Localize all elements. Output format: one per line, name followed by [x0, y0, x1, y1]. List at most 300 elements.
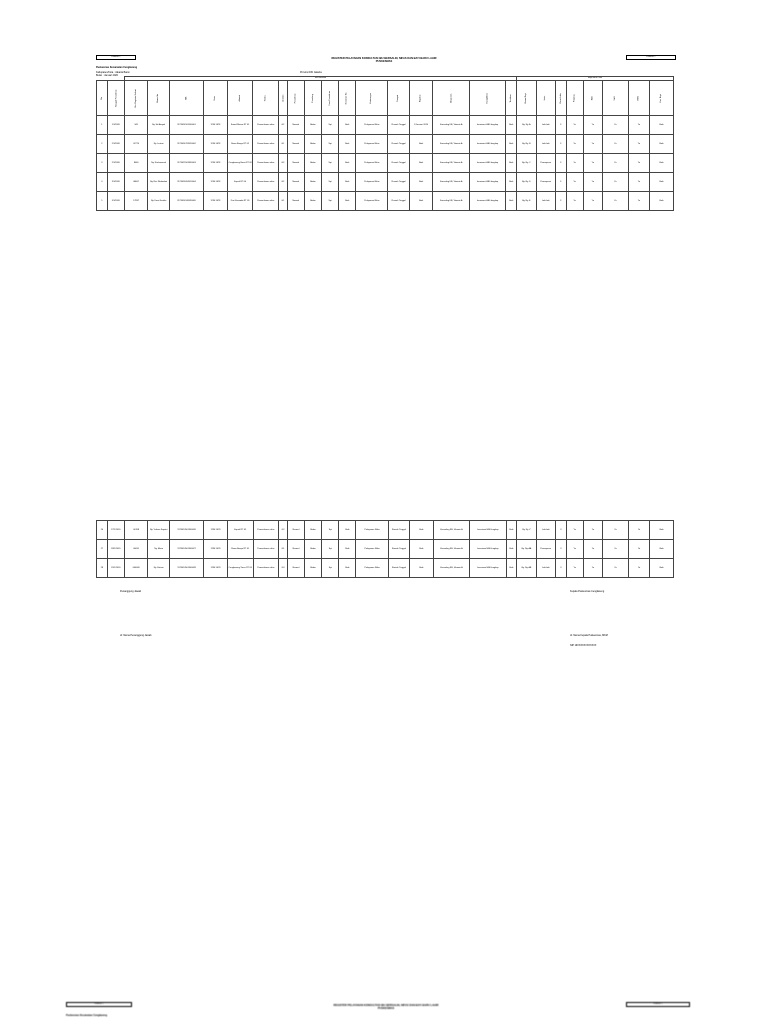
register-title-line1: REGISTER PELAYANAN KONSULTASI IBU BERSALIN, NIFAS DAN BAYI BARU LAHIR: [331, 57, 437, 60]
table-cell: By. Ny. C: [517, 154, 536, 173]
table-cell: 3: [97, 154, 108, 173]
table-cell: 00708: [124, 521, 148, 540]
table-cell: Imunisasi HB0 lengkap: [469, 116, 505, 135]
column-header: [650, 81, 674, 116]
table-row: [97, 116, 674, 135]
table-cell: Cengkareng Timur RT 03: [227, 559, 253, 578]
column-header: [602, 81, 628, 116]
table-row: [97, 135, 674, 154]
table-cell: G3: [279, 154, 288, 173]
column-header-label: Vit K: [614, 95, 617, 101]
table-cell: 3173014501900001: [169, 116, 203, 135]
table-cell: 2/1/2020: [107, 154, 124, 173]
table-cell: Ya: [566, 116, 583, 135]
table-cell: Normal: [287, 521, 304, 540]
form-tag-right: Formulir 1: [626, 55, 676, 60]
signature-right-nip: NIP 19XXXXXXXXXXXX: [570, 644, 597, 647]
table-cell: Ya: [583, 192, 602, 211]
table-cell: Duri Kosambi RT 05: [227, 192, 253, 211]
group-ibu-bersalin: Ibu Bersalin: [124, 77, 516, 81]
table-cell: G1: [279, 192, 288, 211]
table-cell: Normal: [287, 135, 304, 154]
register-title-line2: PUSKESMAS: [375, 60, 393, 64]
table-cell: Pemeriksaan nifas: [253, 116, 279, 135]
table-cell: G2: [279, 173, 288, 192]
table-cell: 3: [555, 173, 566, 192]
table-cell: Ya: [566, 540, 583, 559]
column-header-label: Usia: [214, 95, 217, 101]
table-cell: Bidan: [305, 521, 322, 540]
table-cell: Pelayanan Nifas: [356, 154, 388, 173]
table-cell: Konseling KB, Vitamin A: [433, 192, 469, 211]
table-cell: Pemeriksaan nifas: [253, 559, 279, 578]
register-title: [234, 57, 534, 63]
table-cell: Pelayanan Nifas: [356, 540, 388, 559]
table-cell: 00091: [124, 540, 148, 559]
column-header: [555, 81, 566, 116]
register-table: [96, 76, 674, 211]
table-cell: 3173014501900027: [169, 540, 203, 559]
column-header-label: Status: [264, 95, 267, 101]
table-cell: Ya: [583, 173, 602, 192]
column-header-label: Diagnosis: [449, 93, 452, 103]
table-cell: 3173014501900026: [169, 521, 203, 540]
table-cell: Baik: [339, 173, 356, 192]
table-cell: 02770: [124, 135, 148, 154]
table-cell: Bidan: [305, 559, 322, 578]
table-cell: Rumah Tinggal: [388, 521, 409, 540]
next-page-title-line1: REGISTER PELAYANAN KONSULTASI IBU BERSALIN, NIFAS DAN BAYI BARU LAHIR: [333, 1004, 439, 1007]
register-table-continuation: [96, 520, 674, 578]
month-label: Bulan : Januari 2020: [96, 74, 118, 77]
table-cell: Baik: [650, 135, 674, 154]
table-cell: Baik: [409, 173, 433, 192]
table-cell: 000009: [124, 559, 148, 578]
table-cell: Ny. Lestari: [148, 135, 169, 154]
table-cell: By. Ny. D: [517, 173, 536, 192]
column-header-label: Nama Bayi: [525, 92, 528, 104]
table-cell: 2: [97, 135, 108, 154]
table-cell: Laki-laki: [536, 135, 555, 154]
table-cell: Pelayanan Nifas: [356, 521, 388, 540]
column-header-label: IMD: [591, 96, 594, 100]
column-header-label: Keterangan: [370, 92, 373, 104]
table-cell: Baik: [506, 559, 517, 578]
table-cell: 1234 5678: [204, 559, 228, 578]
table-cell: Ya: [602, 192, 628, 211]
table-cell: Imunisasi HB0 lengkap: [469, 135, 505, 154]
table-cell: 3173014501900028: [169, 559, 203, 578]
table-cell: Ya: [583, 154, 602, 173]
column-header-label: Penolong: [311, 93, 314, 103]
table-cell: Pelayanan Nifas: [356, 173, 388, 192]
column-header: [97, 81, 108, 116]
table-cell: 1234 5678: [204, 116, 228, 135]
table-cell: 3173015501890003: [169, 154, 203, 173]
table-cell: Spt: [322, 559, 339, 578]
column-header: [322, 81, 339, 116]
table-cell: Pemeriksaan nifas: [253, 154, 279, 173]
table-cell: Ya: [566, 192, 583, 211]
table-cell: Laki-laki: [536, 192, 555, 211]
table-cell: 3: [555, 135, 566, 154]
column-header: [227, 81, 253, 116]
table-cell: Pemeriksaan nifas: [253, 135, 279, 154]
table-cell: Ya: [602, 135, 628, 154]
table-cell: 1234 5678: [204, 192, 228, 211]
table-cell: Bidan: [304, 135, 321, 154]
table-cell: Bidan: [305, 540, 322, 559]
table-cell: 26: [97, 521, 108, 540]
table-cell: Baik: [410, 521, 434, 540]
table-cell: Normal: [287, 154, 304, 173]
table-cell: Ya: [566, 135, 583, 154]
column-header: [583, 81, 602, 116]
table-row: [97, 154, 674, 173]
column-header-label: Jenis: [544, 95, 547, 101]
table-cell: 3: [555, 540, 566, 559]
table-cell: Ny. Siti Aisyah: [148, 116, 169, 135]
table-cell: Ny. Rini Wulandari: [148, 173, 169, 192]
table-cell: 1234 5678: [204, 154, 228, 173]
table-cell: Pelayanan Nifas: [356, 116, 388, 135]
table-cell: By. Ny. E: [517, 192, 536, 211]
table-cell: 3: [555, 116, 566, 135]
table-cell: Ya: [603, 559, 629, 578]
table-cell: 1234 5678: [204, 135, 228, 154]
table-cell: Konseling KB, Vitamin A: [433, 521, 469, 540]
table-cell: Baik: [339, 192, 356, 211]
table-cell: Rawa Buaya RT 01: [227, 540, 253, 559]
table-cell: Normal: [287, 116, 304, 135]
table-cell: Perempuan: [536, 173, 555, 192]
column-header: [628, 81, 649, 116]
table-cell: Ya: [566, 559, 583, 578]
table-cell: Ya: [566, 154, 583, 173]
table-cell: Pemeriksaan nifas: [253, 192, 279, 211]
column-header: [124, 81, 148, 116]
table-cell: Spt: [322, 135, 339, 154]
table-cell: 08007: [124, 173, 148, 192]
table-cell: Baik: [339, 559, 356, 578]
signature-right-title: Kepala Puskesmas Cengkareng: [570, 590, 605, 593]
column-header: [517, 81, 536, 116]
table-cell: 3173014703920002: [169, 135, 203, 154]
table-cell: Baik: [650, 173, 674, 192]
table-cell: Spt: [322, 521, 339, 540]
table-cell: Baik: [410, 540, 434, 559]
table-row: [97, 540, 674, 559]
table-cell: Ny. Maria: [148, 540, 169, 559]
column-header-row: [97, 81, 674, 116]
table-cell: Cengkareng Barat RT 03: [227, 154, 253, 173]
table-cell: 27: [97, 540, 108, 559]
column-header: [409, 81, 433, 116]
table-cell: Normal: [287, 192, 304, 211]
table-cell: Pemeriksaan nifas: [253, 521, 279, 540]
table-cell: 3: [555, 154, 566, 173]
table-row: [97, 559, 674, 578]
table-cell: Baik: [506, 173, 517, 192]
column-header-label: Alamat: [238, 94, 241, 102]
table-cell: Ya: [583, 559, 602, 578]
table-cell: Baik: [506, 540, 517, 559]
table-cell: 29/1/2020: [107, 559, 124, 578]
table-cell: Imunisasi HB0 lengkap: [470, 540, 506, 559]
table-cell: 3173016204910004: [169, 173, 203, 192]
table-cell: By. Ny. AB: [517, 559, 536, 578]
table-cell: 1234 5678: [204, 173, 228, 192]
table-cell: Rumah Tinggal: [388, 559, 409, 578]
next-page-title-line2: PUSKESMAS: [377, 1007, 395, 1011]
table-cell: 27/1/2020: [107, 521, 124, 540]
table-cell: Imunisasi HB0 lengkap: [469, 154, 505, 173]
column-header-label: NIK: [185, 96, 188, 100]
column-header-label: Tanggal Persalinan: [115, 89, 118, 107]
next-page-tag-left: Formulir 1: [66, 1002, 132, 1007]
column-header: [339, 81, 356, 116]
table-cell: Spt: [322, 540, 339, 559]
table-row: [97, 521, 674, 540]
next-page-title: [236, 1004, 536, 1010]
table-cell: Konseling KB, Vitamin A: [433, 154, 469, 173]
table-cell: Ya: [628, 559, 649, 578]
signature-left-title: Penanggung Jawab: [120, 590, 142, 593]
table-cell: By. Ny. A: [517, 116, 536, 135]
table-cell: 1234 5678: [204, 521, 228, 540]
table-cell: Ya: [566, 521, 583, 540]
table-cell: Imunisasi HB0 lengkap: [470, 521, 506, 540]
table-cell: G1: [279, 135, 288, 154]
column-header-label: No. Register Kohort: [134, 88, 137, 108]
column-header: [279, 81, 288, 116]
table-cell: Spt: [322, 116, 339, 135]
signature-right-name: dr. Nama Kepala Puskesmas, MKM: [570, 634, 608, 637]
column-header-label: HB0: [637, 95, 640, 101]
table-cell: Pemeriksaan nifas: [253, 540, 279, 559]
table-cell: Pelayanan Nifas: [356, 135, 388, 154]
table-cell: Kapuk RT 05: [227, 521, 253, 540]
column-header: [287, 81, 304, 116]
table-cell: Rumah Tinggal: [388, 116, 409, 135]
table-cell: Pelayanan Nifas: [356, 559, 388, 578]
table-cell: Ya: [603, 521, 629, 540]
table-cell: Normal: [287, 540, 304, 559]
table-cell: Baik: [339, 540, 356, 559]
table-cell: Bidan: [304, 154, 321, 173]
table-cell: Bidan: [304, 116, 321, 135]
table-cell: Ya: [602, 116, 628, 135]
column-header: [253, 81, 279, 116]
column-header-label: No: [100, 96, 103, 100]
table-cell: Spt: [322, 173, 339, 192]
table-cell: Pemeriksaan nifas: [253, 173, 279, 192]
province-label: Provinsi DKI Jakarta: [300, 71, 322, 74]
table-cell: Baik: [650, 540, 674, 559]
table-cell: Perempuan: [536, 154, 555, 173]
column-header: [388, 81, 409, 116]
column-header-label: Nama Ibu: [157, 93, 160, 103]
table-cell: Imunisasi HB0 lengkap: [469, 192, 505, 211]
table-cell: 4: [97, 173, 108, 192]
table-cell: Ny. Dewi Kartika: [148, 192, 169, 211]
table-cell: 8 Januari 2020: [409, 116, 433, 135]
table-cell: 1: [97, 116, 108, 135]
table-cell: Ya: [583, 521, 602, 540]
table-cell: Ya: [628, 154, 649, 173]
column-header: [536, 81, 555, 116]
table-cell: Baik: [650, 559, 674, 578]
table-cell: Spt: [322, 154, 339, 173]
next-page-facility: Puskesmas Kecamatan Cengkareng: [66, 1014, 108, 1017]
column-header-label: Tindakan: [509, 93, 512, 103]
table-cell: Baik: [650, 521, 674, 540]
table-cell: Konseling KB, Vitamin A: [433, 173, 469, 192]
facility-name: Puskesmas Kecamatan Cengkareng: [96, 66, 138, 69]
table-cell: Baik: [506, 521, 517, 540]
table-cell: Perempuan: [536, 540, 555, 559]
table-cell: Baik: [650, 192, 674, 211]
table-cell: Baik: [506, 192, 517, 211]
column-header: [169, 81, 203, 116]
table-cell: 3/1/2020: [107, 173, 124, 192]
column-header-label: Gravida: [282, 94, 284, 102]
table-cell: Pelayanan Nifas: [356, 192, 388, 211]
table-cell: 3/1/2020: [107, 192, 124, 211]
column-header: [107, 81, 124, 116]
table-cell: 1/1/2020: [107, 116, 124, 135]
table-cell: Rumah Tinggal: [388, 135, 409, 154]
table-cell: Ny. Yuliana Saputri: [148, 521, 169, 540]
table-cell: Konseling KB, Vitamin A: [433, 135, 469, 154]
next-page-tag-right: Formulir 1: [626, 1002, 690, 1007]
table-cell: Rumah Tinggal: [388, 173, 409, 192]
table-cell: G3: [279, 559, 288, 578]
table-cell: By. Ny. Z: [517, 521, 536, 540]
table-cell: Baik: [410, 559, 434, 578]
table-cell: Ya: [566, 173, 583, 192]
column-header: [433, 81, 469, 116]
table-cell: 2/1/2020: [107, 135, 124, 154]
table-cell: Kapuk RT 04: [227, 173, 253, 192]
table-cell: 3: [555, 521, 566, 540]
table-cell: By. Ny. AA: [517, 540, 536, 559]
table-cell: Baik: [409, 154, 433, 173]
table-cell: Ya: [602, 173, 628, 192]
table-cell: Rawa Buaya RT 02: [227, 135, 253, 154]
table-cell: Baik: [339, 116, 356, 135]
table-cell: Ya: [628, 173, 649, 192]
column-header-label: Keadaan Ibu: [345, 92, 348, 104]
column-header-label: Cara Persalinan: [328, 90, 331, 106]
table-cell: Baik: [650, 154, 674, 173]
column-header-label: Rujukan: [419, 94, 422, 102]
table-cell: Laki-laki: [536, 116, 555, 135]
column-header: [566, 81, 583, 116]
table-cell: G1: [279, 540, 288, 559]
table-cell: Ya: [602, 154, 628, 173]
table-cell: 28: [97, 559, 108, 578]
table-cell: Baik: [339, 521, 356, 540]
column-header: [148, 81, 169, 116]
table-cell: Laki-laki: [536, 559, 555, 578]
table-cell: Baik: [339, 154, 356, 173]
table-cell: Bidan: [304, 192, 321, 211]
column-header: [469, 81, 505, 116]
table-cell: Rumah Tinggal: [388, 154, 409, 173]
table-cell: 345: [124, 116, 148, 135]
table-row: [97, 173, 674, 192]
table-row: [97, 192, 674, 211]
table-cell: G2: [279, 116, 288, 135]
table-cell: Imunisasi HB0 lengkap: [469, 173, 505, 192]
table-cell: By. Ny. B: [517, 135, 536, 154]
table-cell: Normal: [287, 559, 304, 578]
table-cell: 17897: [124, 192, 148, 211]
table-cell: G2: [279, 521, 288, 540]
table-cell: Ya: [628, 135, 649, 154]
table-cell: Ya: [583, 540, 602, 559]
table-cell: Ya: [583, 116, 602, 135]
table-cell: Spt: [322, 192, 339, 211]
table-cell: Ya: [628, 540, 649, 559]
column-header: [304, 81, 321, 116]
table-cell: Normal: [287, 173, 304, 192]
table-cell: Baik: [506, 116, 517, 135]
table-cell: 3173014108930005: [169, 192, 203, 211]
table-cell: Rumah Tinggal: [388, 540, 409, 559]
table-cell: Ya: [628, 116, 649, 135]
signature-left-name: dr. Nama Penanggung Jawab: [120, 634, 152, 637]
table-cell: Bidan: [304, 173, 321, 192]
table-cell: Baik: [506, 154, 517, 173]
column-header: [204, 81, 228, 116]
column-header-label: Panjang: [573, 94, 576, 102]
column-header-label: Ket. Bayi: [660, 93, 663, 103]
column-header-label: Komplikasi: [486, 92, 489, 104]
table-cell: Baik: [409, 135, 433, 154]
table-cell: Baik: [506, 135, 517, 154]
column-header-label: Persalinan: [294, 93, 297, 103]
form-tag-left: Formulir 1: [96, 55, 136, 60]
table-cell: Laki-laki: [536, 521, 555, 540]
table-cell: Baik: [650, 116, 674, 135]
table-cell: 3: [555, 192, 566, 211]
table-cell: 5: [97, 192, 108, 211]
column-header-label: Berat Lahir: [560, 92, 563, 104]
table-cell: Ya: [628, 192, 649, 211]
region-label: Kabupaten/Kota : Jakarta Barat: [96, 71, 130, 74]
table-cell: Konseling KB, Vitamin A: [433, 540, 469, 559]
table-cell: Konseling KB, Vitamin A: [433, 116, 469, 135]
table-cell: Rumah Tinggal: [388, 192, 409, 211]
table-cell: Imunisasi HB0 lengkap: [470, 559, 506, 578]
table-cell: 3: [555, 559, 566, 578]
table-cell: 8060: [124, 154, 148, 173]
table-cell: Baik: [409, 192, 433, 211]
table-cell: Kamal Muara RT 01: [227, 116, 253, 135]
column-header: [356, 81, 388, 116]
table-cell: Ya: [628, 521, 649, 540]
group-bayi: Bayi Baru Lahir: [517, 77, 674, 81]
table-cell: 1234 5678: [204, 540, 228, 559]
table-cell: Ya: [603, 540, 629, 559]
table-cell: Konseling KB, Vitamin A: [433, 559, 469, 578]
table-cell: Ny. Fitriani: [148, 559, 169, 578]
table-cell: Baik: [339, 135, 356, 154]
table-cell: Ny. Nurhasanah: [148, 154, 169, 173]
column-header-label: Tempat: [397, 94, 400, 102]
